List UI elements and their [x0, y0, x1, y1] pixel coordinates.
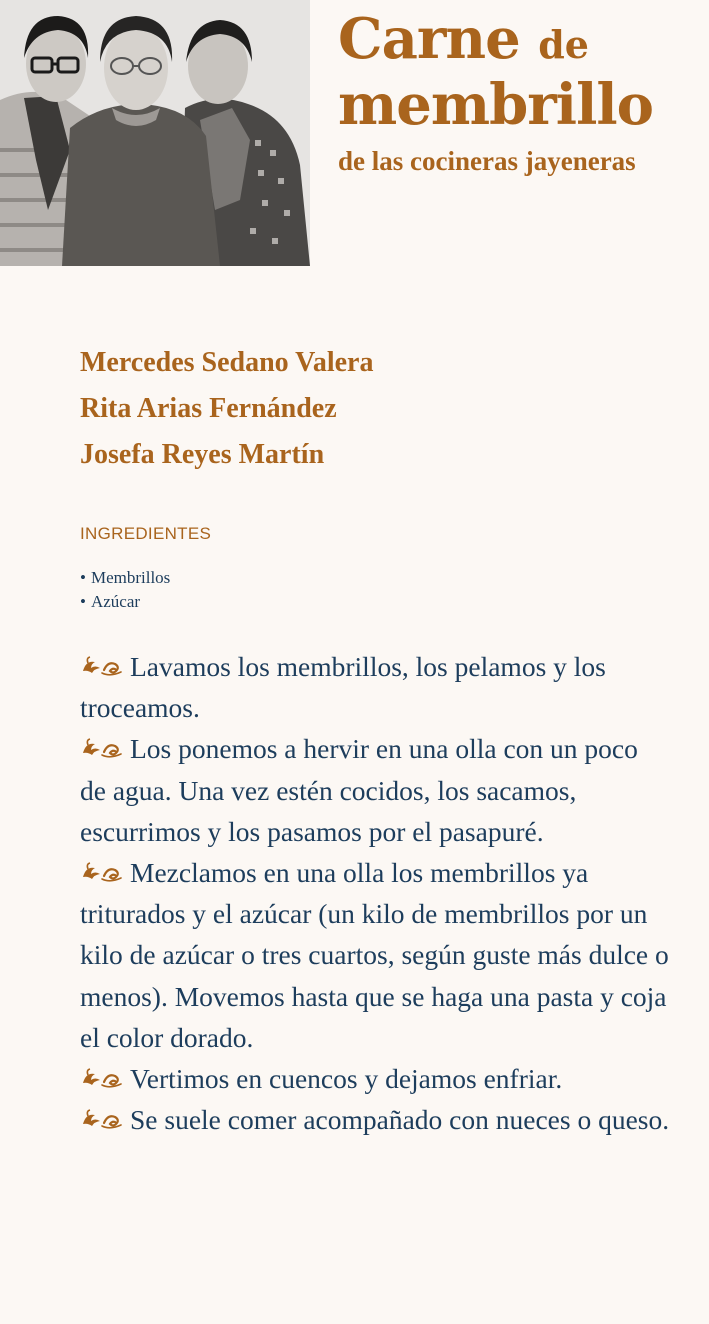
authors-list — [80, 340, 373, 478]
title-word-carne: Carne — [338, 6, 520, 72]
recipe-step — [80, 852, 670, 1058]
recipe-step — [80, 728, 670, 852]
recipe-subtitle: de las cocineras jayeneras — [338, 146, 636, 176]
ingredient-label: Membrillos — [90, 568, 171, 587]
step-text: Lavamos los membrillos, los pelamos y los troceamos. — [80, 651, 606, 724]
title-word-de: de — [538, 22, 589, 67]
ingredients-heading: INGREDIENTES — [80, 524, 212, 543]
recipe-steps — [80, 646, 670, 1140]
step-text: Mezclamos en una olla los membrillos ya triturados y el azúcar (un kilo de membrillos por un kilo de azúcar o tres cuartos, según guste más dulce o menos). Movemos hasta que se haga una pasta y coja el color dorado. — [80, 857, 669, 1053]
author-name: Mercedes Sedano Valera — [80, 347, 374, 378]
ingredient-item — [80, 590, 170, 614]
cooks-photo — [0, 0, 310, 266]
bullet: • — [80, 592, 86, 611]
ingredients-list — [80, 566, 170, 614]
recipe-step — [80, 1058, 670, 1099]
ingredient-label: Azúcar — [90, 592, 141, 611]
recipe-step — [80, 1099, 670, 1140]
author-name: Josefa Reyes Martín — [80, 439, 325, 470]
fleuron-icon — [80, 738, 124, 760]
author-name: Rita Arias Fernández — [80, 393, 337, 424]
step-text: Vertimos en cuencos y dejamos enfriar. — [130, 1063, 563, 1095]
recipe-title-line2: membrillo — [338, 72, 653, 138]
recipe-step — [80, 646, 670, 728]
fleuron-icon — [80, 656, 124, 678]
ingredient-item — [80, 566, 170, 590]
fleuron-icon — [80, 1068, 124, 1090]
step-text: Los ponemos a hervir en una olla con un poco de agua. Una vez estén cocidos, los sacamos, escurrimos y los pasamos por el pasapuré. — [80, 733, 638, 847]
bullet: • — [80, 568, 86, 587]
step-text: Se suele comer acompañado con nueces o queso. — [130, 1104, 670, 1136]
fleuron-icon — [80, 1109, 124, 1131]
recipe-title-line1 — [338, 8, 698, 76]
title-block — [338, 8, 698, 178]
fleuron-icon — [80, 862, 124, 884]
